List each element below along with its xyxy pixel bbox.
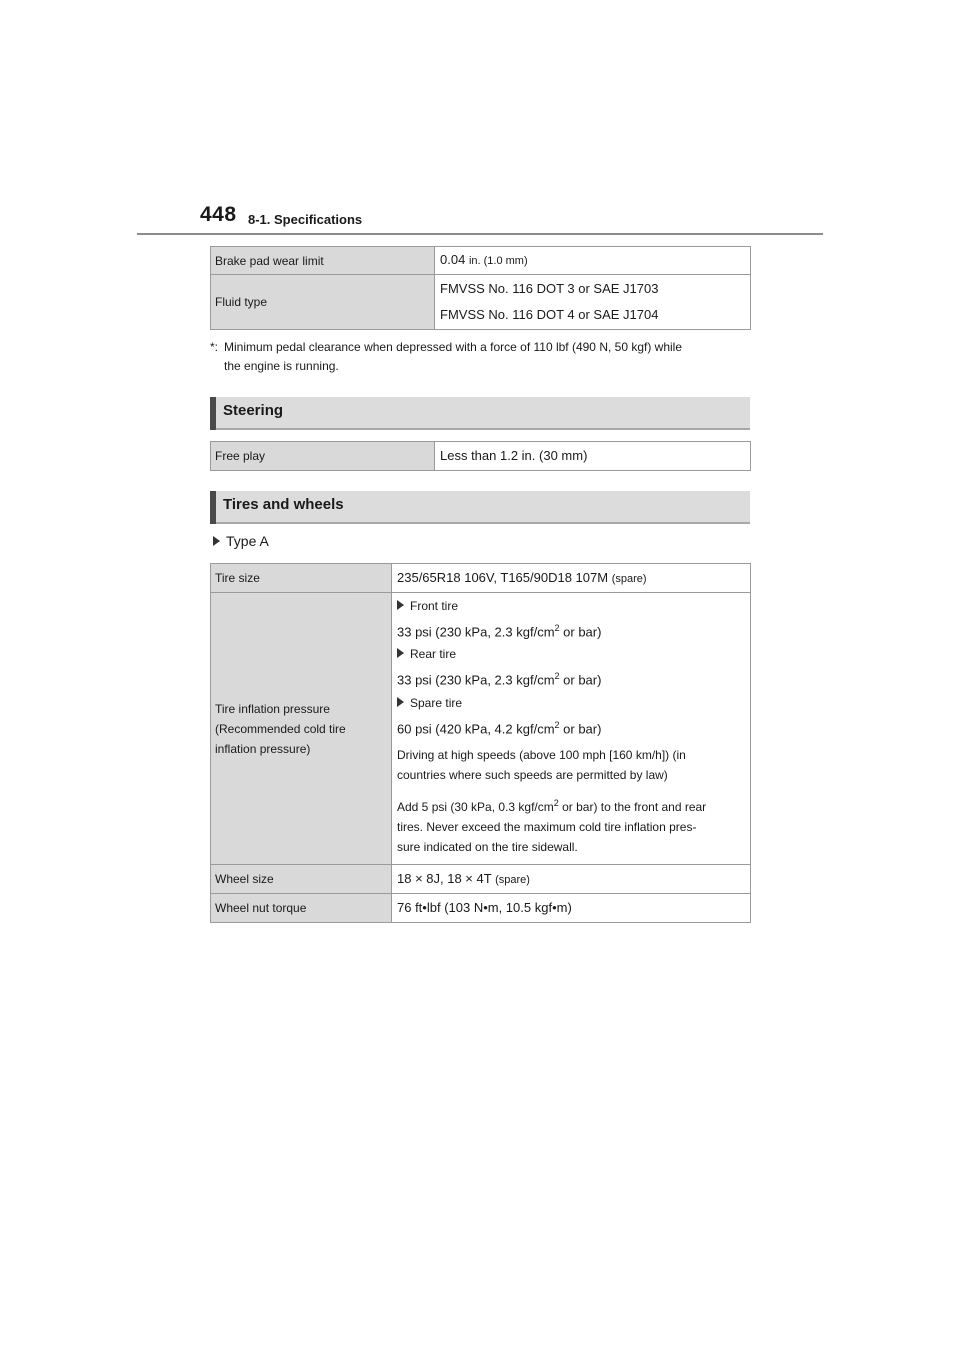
triangle-arrow-icon bbox=[397, 648, 404, 658]
tire-size-value bbox=[392, 564, 751, 593]
brake-spec-table bbox=[210, 246, 751, 330]
footnote-mark: *: bbox=[210, 340, 219, 354]
front-pressure-b: or bar) bbox=[559, 624, 602, 640]
steering-spec-table bbox=[210, 441, 751, 471]
tire-size-label: Tire size bbox=[211, 564, 392, 593]
table-row bbox=[211, 593, 751, 865]
table-row bbox=[211, 564, 751, 593]
spare-pressure-a: 60 psi (420 kPa, 4.2 kgf/cm bbox=[397, 720, 555, 736]
spare-pressure-b: or bar) bbox=[559, 720, 602, 736]
header-divider bbox=[137, 233, 823, 235]
type-label-text: Type A bbox=[226, 533, 269, 549]
front-pressure-a: 33 psi (230 kPa, 2.3 kgf/cm bbox=[397, 624, 555, 640]
steering-title: Steering bbox=[223, 402, 284, 419]
wheel-size-value bbox=[392, 865, 751, 894]
table-row bbox=[211, 275, 751, 330]
heading-accent bbox=[210, 491, 216, 524]
front-tire-heading bbox=[397, 596, 750, 616]
fluid-type-1: FMVSS No. 116 DOT 3 or SAE J1703 bbox=[440, 281, 659, 296]
footnote bbox=[210, 338, 755, 376]
triangle-arrow-icon bbox=[213, 536, 220, 546]
rear-tire-pressure bbox=[397, 664, 750, 692]
wheel-nut-torque-value: 76 ft•lbf (103 N•m, 10.5 kgf•m) bbox=[392, 894, 751, 923]
page-number: 448 bbox=[200, 203, 237, 226]
spare-tire-label: Spare tire bbox=[410, 695, 463, 710]
rear-tire-heading bbox=[397, 644, 750, 664]
table-row bbox=[211, 894, 751, 923]
triangle-arrow-icon bbox=[397, 697, 404, 707]
steering-heading bbox=[210, 397, 750, 430]
superscript: 2 bbox=[554, 623, 560, 633]
fluid-type-label: Fluid type bbox=[211, 275, 435, 330]
add-line-a: Add 5 psi (30 kPa, 0.3 kgf/cm bbox=[397, 799, 554, 814]
rear-pressure-b: or bar) bbox=[559, 672, 602, 688]
superscript: 2 bbox=[554, 719, 560, 730]
tires-title: Tires and wheels bbox=[223, 496, 344, 513]
table-row bbox=[211, 865, 751, 894]
pressure-label-line-3: inflation pressure) bbox=[215, 741, 311, 756]
pressure-label-line-2: (Recommended cold tire bbox=[215, 721, 346, 736]
add-line-2: tires. Never exceed the maximum cold tire inflation pres- bbox=[397, 819, 697, 834]
add-line-3: sure indicated on the tire sidewall. bbox=[397, 839, 578, 854]
spare-tire-pressure bbox=[397, 713, 750, 741]
footnote-line-1: Minimum pedal clearance when depressed with a force of 110 lbf (490 N, 50 kgf) while bbox=[224, 340, 683, 354]
wheel-size-spare: (spare) bbox=[495, 873, 530, 886]
wheel-size-label: Wheel size bbox=[211, 865, 392, 894]
pressure-label-line-1: Tire inflation pressure bbox=[215, 701, 330, 716]
high-speed-line-1: Driving at high speeds (above 100 mph [160 km/h]) (in bbox=[397, 747, 686, 762]
superscript: 2 bbox=[553, 797, 559, 808]
free-play-label: Free play bbox=[211, 442, 435, 471]
footnote-line-2: the engine is running. bbox=[224, 359, 339, 373]
spare-tire-heading bbox=[397, 693, 750, 713]
tire-size-spare: (spare) bbox=[611, 572, 647, 585]
type-label bbox=[213, 533, 269, 549]
fluid-type-value bbox=[435, 275, 751, 330]
front-tire-label: Front tire bbox=[410, 599, 459, 613]
add-pressure-note bbox=[397, 793, 750, 857]
tire-pressure-label bbox=[211, 593, 392, 865]
triangle-arrow-icon bbox=[397, 600, 404, 610]
wheel-size-text: 18 × 8J, 18 × 4T bbox=[397, 870, 492, 886]
superscript: 2 bbox=[554, 671, 560, 682]
tires-spec-table bbox=[210, 563, 751, 923]
table-row bbox=[211, 247, 751, 275]
rear-pressure-a: 33 psi (230 kPa, 2.3 kgf/cm bbox=[397, 672, 555, 688]
front-tire-pressure bbox=[397, 616, 750, 644]
table-row bbox=[211, 442, 751, 471]
high-speed-note bbox=[397, 745, 750, 785]
high-speed-line-2: countries where such speeds are permitted by law) bbox=[397, 767, 668, 782]
tires-heading bbox=[210, 491, 750, 524]
rear-tire-label: Rear tire bbox=[410, 647, 457, 662]
free-play-value: Less than 1.2 in. (30 mm) bbox=[435, 442, 751, 471]
add-line-b: or bar) to the front and rear bbox=[558, 799, 707, 814]
brake-pad-label: Brake pad wear limit bbox=[211, 247, 435, 275]
brake-pad-value bbox=[435, 247, 751, 275]
heading-accent bbox=[210, 397, 216, 430]
brake-pad-unit: in. (1.0 mm) bbox=[468, 255, 528, 267]
tire-pressure-value bbox=[392, 593, 751, 865]
fluid-type-2: FMVSS No. 116 DOT 4 or SAE J1704 bbox=[440, 307, 659, 322]
wheel-nut-torque-label: Wheel nut torque bbox=[211, 894, 392, 923]
section-title: 8-1. Specifications bbox=[248, 212, 363, 227]
tire-size-text: 235/65R18 106V, T165/90D18 107M bbox=[397, 569, 609, 585]
brake-pad-number: 0.04 bbox=[440, 252, 466, 267]
